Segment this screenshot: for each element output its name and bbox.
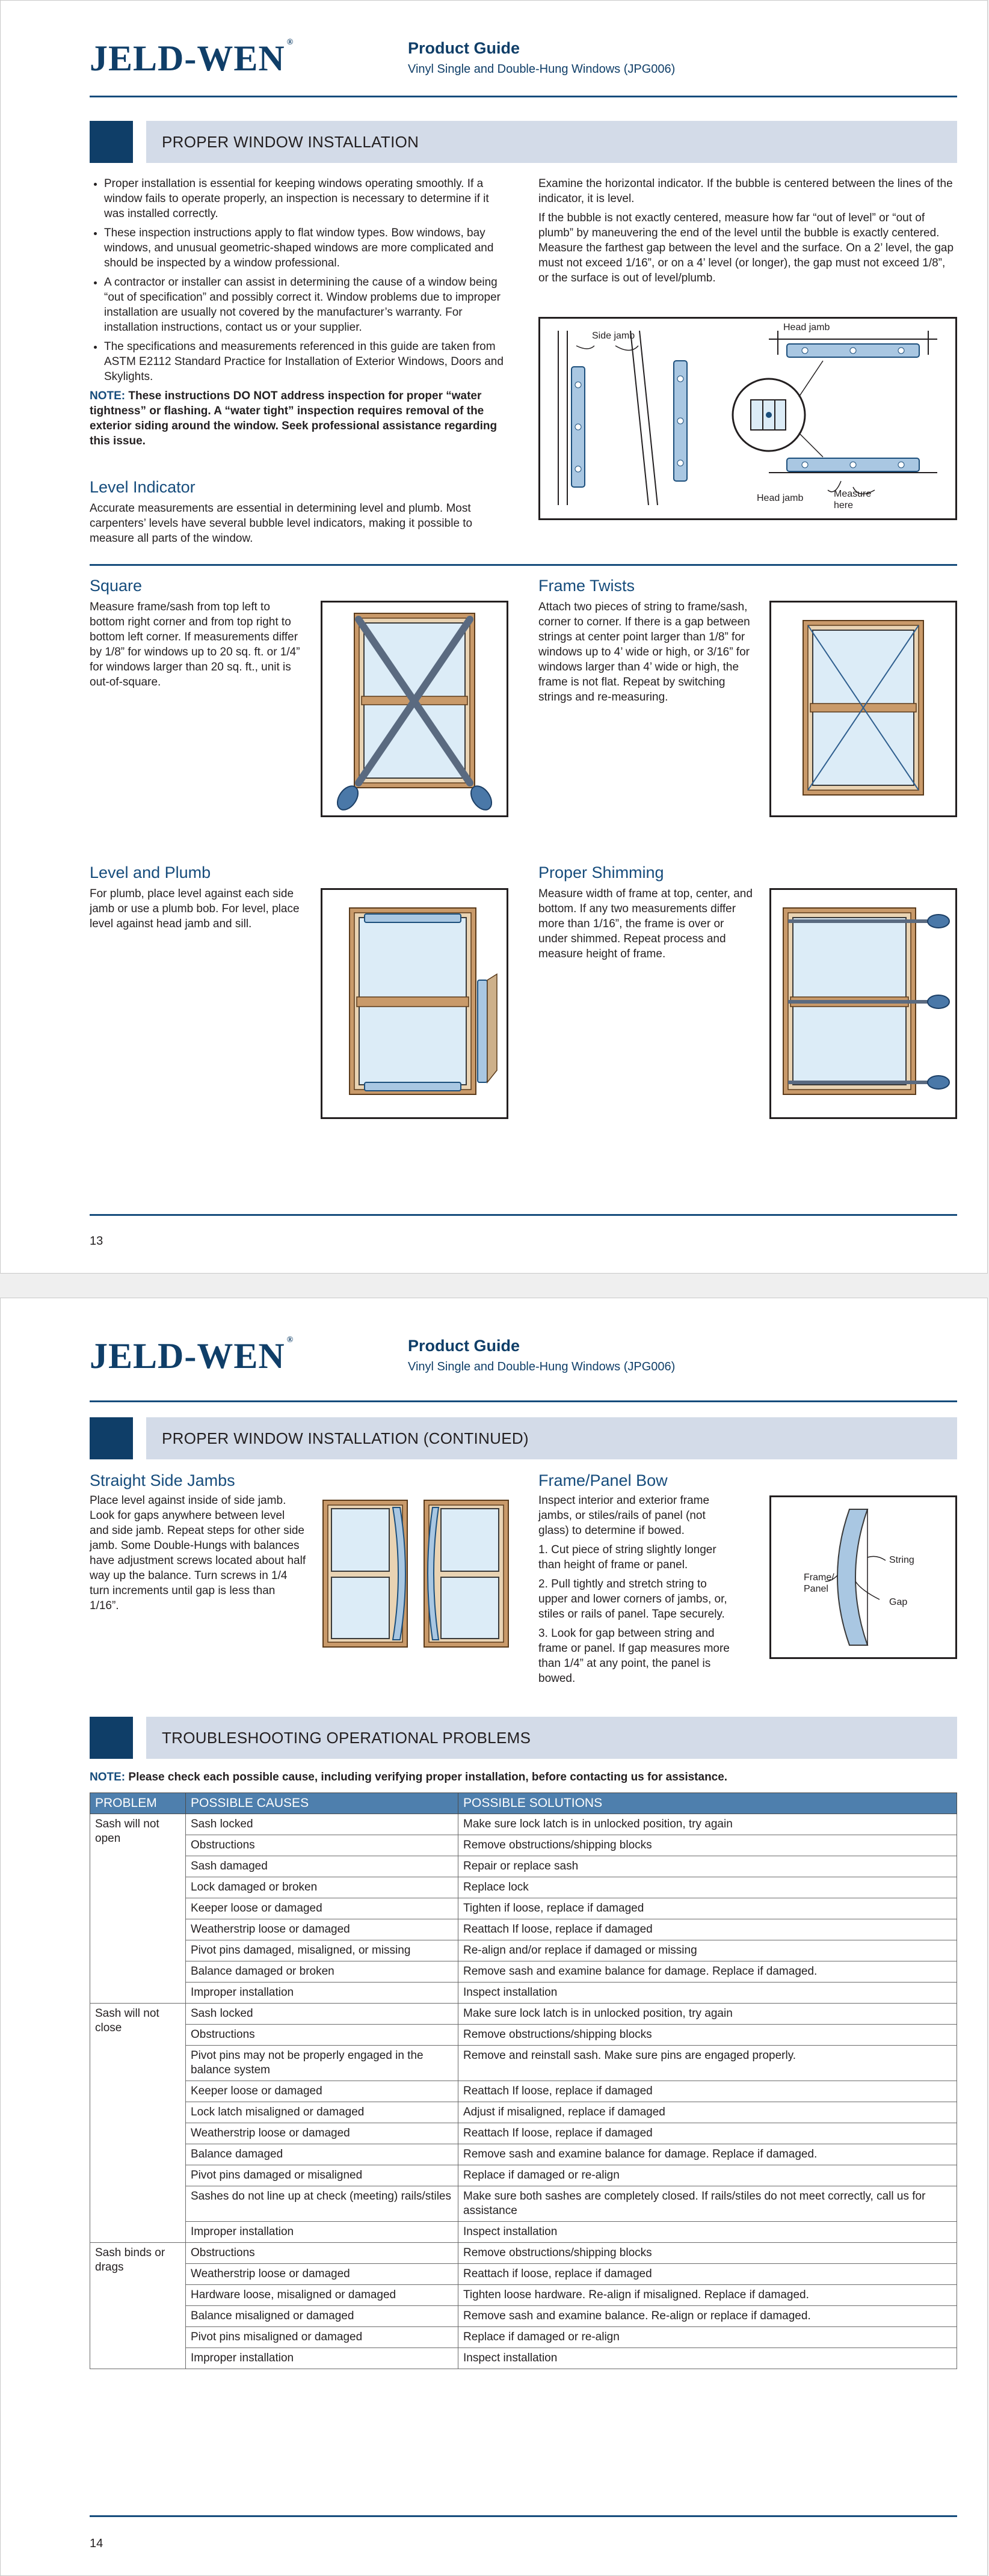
frame-twists-heading: Frame Twists (538, 577, 635, 595)
table-row (90, 1814, 957, 1835)
square-heading: Square (90, 577, 143, 595)
cause-cell: Hardware loose, misaligned or damaged (186, 2285, 458, 2306)
list-item: 1. Cut piece of string slightly longer than height of frame or panel. (538, 1544, 716, 1571)
proper-shimming-text: Measure width of frame at top, center, and bottom. If any two measurements differ more than 1/16”, the frame is over or under shimmed. Repeat process and measure height of frame. (538, 888, 753, 960)
frame-panel-label: Frame/ Panel (804, 1572, 834, 1594)
solution-cell: Replace if damaged or re-align (458, 2327, 957, 2348)
list-item: • A contractor or installer can assist in determining the cause of a window being “out of specification” and possibly correct it. Window problems due to improper installation are usually not covered by the manufacturer’s warranty. For installation instructions, contact us or your supplier. (104, 275, 511, 335)
cause-cell: Pivot pins damaged, misaligned, or missing (186, 1940, 458, 1961)
cause-cell: Sash locked (186, 2004, 458, 2025)
guide-title: Product Guide (408, 39, 520, 57)
section-title: TROUBLESHOOTING OPERATIONAL PROBLEMS (162, 1729, 531, 1747)
solution-cell: Make sure lock latch is in unlocked position, try again (458, 1814, 957, 1835)
paragraph: If the bubble is not exactly centered, measure how far “out of level” or “out of plumb” by maneuvering the end of the level until the bubble is exactly centered. Measure the farthest gap between the level and the surface. On a 2’ level, the gap must not exceed 1/16”, or on a 4’ level (or longer), the gap must not exceed 1/8”, or the surface is out of level/plumb. (538, 212, 954, 284)
jeld-wen-logo: JELD-WEN ® (90, 1336, 294, 1376)
table-row (90, 1898, 957, 1919)
gap-label: Gap (889, 1597, 908, 1607)
table-row (90, 1877, 957, 1898)
jeld-wen-logo: JELD-WEN ® (90, 38, 294, 78)
column-header: POSSIBLE SOLUTIONS (458, 1793, 957, 1814)
solution-cell: Remove obstructions/shipping blocks (458, 2025, 957, 2046)
cause-cell: Lock damaged or broken (186, 1877, 458, 1898)
table-row (90, 2348, 957, 2369)
list-item: 2. Pull tightly and stretch string to upper and lower corners of jambs, or, stiles or rails of panel. Tape securely. (538, 1578, 727, 1621)
string-label: String (889, 1555, 914, 1565)
cause-cell: Keeper loose or damaged (186, 2081, 458, 2102)
page-number: 14 (90, 2537, 103, 2550)
paragraph: Inspect interior and exterior frame jambs, or stiles/rails of panel (not glass) to determine if bowed. (538, 1494, 710, 1537)
proper-shimming-figure (769, 888, 957, 1119)
level-instructions (538, 176, 957, 290)
problem-cell: Sash binds or drags (90, 2243, 186, 2369)
table-row (90, 1919, 957, 1940)
troubleshooting-table (90, 1792, 957, 2369)
cause-cell: Balance damaged (186, 2144, 458, 2165)
column-header: PROBLEM (90, 1793, 186, 1814)
problem-cell: Sash will not close (90, 2004, 186, 2243)
page-13 (0, 0, 988, 1274)
table-row (90, 1856, 957, 1877)
level-indicator-heading: Level Indicator (90, 478, 196, 496)
section-banner (90, 1717, 957, 1759)
table-row (90, 2327, 957, 2348)
list-item: • Proper installation is essential for keeping windows operating smoothly. If a window fails to operate properly, an inspection is necessary to determine if it was installed correctly. (104, 176, 511, 221)
table-row (90, 2144, 957, 2165)
cause-cell: Weatherstrip loose or damaged (186, 2123, 458, 2144)
straight-side-jambs-text: Place level against inside of side jamb. Look for gaps anywhere between level and side jamb. Repeat steps for other side jamb. Some Double-Hungs with balances have adjustment screws located about half way up the balance. Turn screws in 1/4 turn increments until gap is less than 1/16”. (90, 1494, 306, 1612)
table-row (90, 2102, 957, 2123)
solution-cell: Tighten if loose, replace if damaged (458, 1898, 957, 1919)
cause-cell: Obstructions (186, 2025, 458, 2046)
level-plumb-heading: Level and Plumb (90, 863, 211, 882)
intro-bullets (90, 176, 511, 453)
solution-cell: Inspect installation (458, 2348, 957, 2369)
solution-cell: Remove and reinstall sash. Make sure pins are engaged properly. (458, 2046, 957, 2081)
solution-cell: Reattach If loose, replace if damaged (458, 1919, 957, 1940)
frame-twists-text: Attach two pieces of string to frame/sash, corner to corner. If there is a gap between strings at center point larger than 1/8” for windows up to 4’ wide or high, or 3/16” for windows larger than 4’ wide or high, the frame is not flat. Repeat by switching strings and re-measuring. (538, 601, 750, 704)
table-row (90, 2243, 957, 2264)
frame-panel-bow-figure (769, 1495, 957, 1659)
head-jamb-label: Head jamb (783, 322, 830, 333)
table-row (90, 2123, 957, 2144)
solution-cell: Replace lock (458, 1877, 957, 1898)
solution-cell: Reattach If loose, replace if damaged (458, 2123, 957, 2144)
page-number: 13 (90, 1234, 103, 1248)
divider (90, 2515, 957, 2517)
head-jamb-label: Head jamb (757, 493, 804, 503)
note-label: NOTE: (90, 1771, 126, 1783)
guide-title: Product Guide (408, 1337, 520, 1355)
proper-shimming-heading: Proper Shimming (538, 863, 664, 882)
cause-cell: Pivot pins misaligned or damaged (186, 2327, 458, 2348)
table-row (90, 2025, 957, 2046)
solution-cell: Remove obstructions/shipping blocks (458, 2243, 957, 2264)
solution-cell: Remove sash and examine balance for damage. Replace if damaged. (458, 2144, 957, 2165)
note-label: NOTE: (90, 390, 126, 402)
table-row (90, 2186, 957, 2222)
measure-here-label: Measure here (834, 489, 872, 511)
paragraph: Examine the horizontal indicator. If the bubble is centered between the lines of the indicator, it is level. (538, 177, 953, 205)
list-item: • These inspection instructions apply to flat window types. Bow windows, bay windows, and unusual geometric-shaped windows are more complicated and should be inspected by a window professional. (104, 225, 511, 271)
solution-cell: Adjust if misaligned, replace if damaged (458, 2102, 957, 2123)
divider (90, 1400, 957, 1402)
table-row (90, 1961, 957, 1983)
table-row (90, 2081, 957, 2102)
cause-cell: Sash damaged (186, 1856, 458, 1877)
table-row (90, 2264, 957, 2285)
guide-subtitle: Vinyl Single and Double-Hung Windows (JPG006) (408, 1360, 676, 1373)
section-banner (90, 121, 957, 163)
frame-twists-figure (769, 601, 957, 817)
table-row (90, 2046, 957, 2081)
guide-subtitle: Vinyl Single and Double-Hung Windows (JPG006) (408, 63, 676, 76)
level-indicator-text: Accurate measurements are essential in determining level and plumb. Most carpenters’ levels have several bubble level indicators, making it possible to measure all parts of the window. (90, 502, 473, 545)
table-row (90, 1835, 957, 1856)
table-row (90, 2165, 957, 2186)
troubleshooting-note (90, 1770, 957, 1785)
cause-cell: Improper installation (186, 2348, 458, 2369)
frame-panel-bow-text (538, 1493, 737, 1690)
cause-cell: Weatherstrip loose or damaged (186, 1919, 458, 1940)
cause-cell: Sash locked (186, 1814, 458, 1835)
page-14 (0, 1298, 988, 2576)
cause-cell: Balance damaged or broken (186, 1961, 458, 1983)
cause-cell: Improper installation (186, 2222, 458, 2243)
table-row (90, 1983, 957, 2004)
table-row (90, 2285, 957, 2306)
level-plumb-figure (321, 888, 508, 1119)
solution-cell: Inspect installation (458, 1983, 957, 2004)
solution-cell: Inspect installation (458, 2222, 957, 2243)
solution-cell: Make sure lock latch is in unlocked position, try again (458, 2004, 957, 2025)
note-text: These instructions DO NOT address inspection for proper “water tightness” or flashing. A “water tight” inspection requires removal of the exterior siding around the window. Seek professional assistance regarding this issue. (90, 390, 498, 447)
list-item: • The specifications and measurements referenced in this guide are taken from ASTM E2112 Standard Practice for Installation of Exterior Windows, Doors and Skylights. (104, 339, 511, 384)
side-jamb-label: Side jamb (592, 331, 635, 341)
table-row (90, 1940, 957, 1961)
solution-cell: Remove sash and examine balance. Re-align or replace if damaged. (458, 2306, 957, 2327)
cause-cell: Lock latch misaligned or damaged (186, 2102, 458, 2123)
problem-cell: Sash will not open (90, 1814, 186, 2004)
cause-cell: Pivot pins damaged or misaligned (186, 2165, 458, 2186)
solution-cell: Repair or replace sash (458, 1856, 957, 1877)
cause-cell: Weatherstrip loose or damaged (186, 2264, 458, 2285)
cause-cell: Balance misaligned or damaged (186, 2306, 458, 2327)
section-banner (90, 1417, 957, 1459)
straight-side-jambs-heading: Straight Side Jambs (90, 1471, 235, 1489)
cause-cell: Obstructions (186, 1835, 458, 1856)
cause-cell: Pivot pins may not be properly engaged in the balance system (186, 2046, 458, 2081)
solution-cell: Tighten loose hardware. Re-align if misaligned. Replace if damaged. (458, 2285, 957, 2306)
divider (90, 1214, 957, 1216)
level-indicator-figure (538, 317, 957, 520)
frame-panel-bow-heading: Frame/Panel Bow (538, 1471, 668, 1489)
list-item: 3. Look for gap between string and frame or panel. If gap measures more than 1/4” at any point, the panel is bowed. (538, 1627, 730, 1685)
section-title: PROPER WINDOW INSTALLATION (CONTINUED) (162, 1429, 529, 1447)
solution-cell: Remove obstructions/shipping blocks (458, 1835, 957, 1856)
solution-cell: Replace if damaged or re-align (458, 2165, 957, 2186)
cause-cell: Keeper loose or damaged (186, 1898, 458, 1919)
cause-cell: Obstructions (186, 2243, 458, 2264)
table-row (90, 2222, 957, 2243)
level-plumb-text: For plumb, place level against each side jamb or use a plumb bob. For level, place level against head jamb and sill. (90, 888, 300, 930)
solution-cell: Reattach if loose, replace if damaged (458, 2264, 957, 2285)
square-text: Measure frame/sash from top left to bottom right corner and from top right to bottom left corner. If measurements differ by 1/8” for windows up to 20 sq. ft. or 1/4” for windows larger than 20 sq. ft., unit is out-of-square. (90, 601, 300, 688)
cause-cell: Sashes do not line up at check (meeting) rails/stiles (186, 2186, 458, 2222)
straight-side-jambs-figure (321, 1495, 511, 1651)
table-row (90, 2004, 957, 2025)
section-title: PROPER WINDOW INSTALLATION (162, 133, 419, 151)
solution-cell: Re-align and/or replace if damaged or missing (458, 1940, 957, 1961)
solution-cell: Reattach If loose, replace if damaged (458, 2081, 957, 2102)
solution-cell: Remove sash and examine balance for damage. Replace if damaged. (458, 1961, 957, 1983)
divider (90, 96, 957, 97)
square-figure (321, 601, 508, 817)
divider (90, 564, 957, 566)
cause-cell: Improper installation (186, 1983, 458, 2004)
note-text: Please check each possible cause, including verifying proper installation, before contacting us for assistance. (128, 1771, 728, 1783)
table-row (90, 2306, 957, 2327)
solution-cell: Make sure both sashes are completely closed. If rails/stiles do not meet correctly, call us for assistance (458, 2186, 957, 2222)
column-header: POSSIBLE CAUSES (186, 1793, 458, 1814)
